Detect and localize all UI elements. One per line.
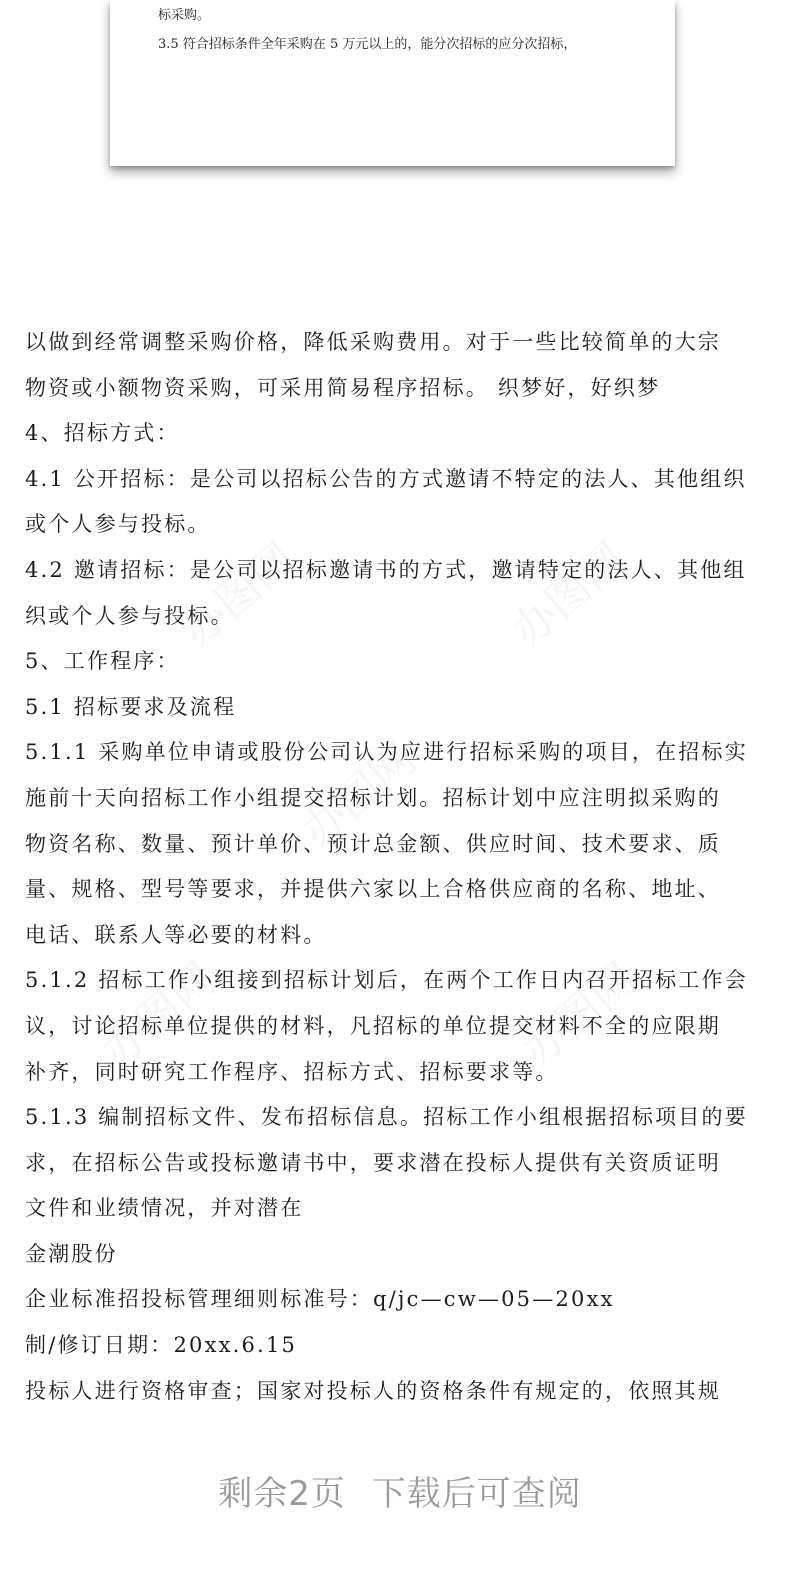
text-line: 以做到经常调整采购价格，降低采购费用。对于一些比较简单的大宗 xyxy=(25,330,721,354)
preview-line: 3.5 符合招标条件全年采购在 5 万元以上的，能分次招标的应分次招标， xyxy=(158,37,577,52)
standard-number: 企业标准招投标管理细则标准号：q/jc—cw—05—20xx xyxy=(25,1287,615,1312)
text-line: 施前十天向招标工作小组提交招标计划。招标计划中应注明拟采购的 xyxy=(25,785,721,810)
document-preview-card xyxy=(110,0,675,166)
text-line: 电话、联系人等必要的材料。 xyxy=(25,922,327,947)
text-line: 5.1.2 招标工作小组接到招标计划后，在两个工作日内召开招标工作会 xyxy=(25,968,748,993)
remaining-pages-note[interactable]: 剩余2页 下载后可查阅 xyxy=(218,1474,582,1514)
text-line: 求，在招标公告或投标邀请书中，要求潜在投标人提供有关资质证明 xyxy=(25,1150,721,1175)
document-body xyxy=(25,320,775,1414)
text-line: 量、规格、型号等要求，并提供六家以上合格供应商的名称、地址、 xyxy=(25,877,721,902)
section-heading: 4、招标方式： xyxy=(25,421,180,446)
text-line: 议，讨论招标单位提供的材料，凡招标的单位提交材料不全的应限期 xyxy=(25,1013,721,1038)
revision-date: 制/修订日期：20xx.6.15 xyxy=(25,1333,298,1358)
text-line: 物资或小额物资采购，可采用简易程序招标。 织梦好，好织梦 xyxy=(25,375,661,400)
text-line: 5.1.3 编制招标文件、发布招标信息。招标工作小组根据招标项目的要 xyxy=(25,1105,748,1130)
text-line: 织或个人参与投标。 xyxy=(25,603,234,628)
text-line: 物资名称、数量、预计单价、预计总金额、供应时间、技术要求、质 xyxy=(25,831,721,856)
text-line: 或个人参与投标。 xyxy=(25,512,211,537)
text-line: 4.2 邀请招标：是公司以招标邀请书的方式，邀请特定的法人、其他组 xyxy=(25,557,747,582)
section-heading: 5、工作程序： xyxy=(25,649,180,674)
company-name: 金潮股份 xyxy=(25,1241,118,1266)
text-line: 5.1.1 采购单位申请或股份公司认为应进行招标采购的项目，在招标实 xyxy=(25,740,748,765)
text-line: 投标人进行资格审查；国家对投标人的资格条件有规定的，依照其规 xyxy=(25,1378,721,1403)
subsection-heading: 5.1 招标要求及流程 xyxy=(25,694,237,719)
text-line: 补齐，同时研究工作程序、招标方式、招标要求等。 xyxy=(25,1059,559,1084)
preview-line: 标采购。 xyxy=(158,8,211,23)
text-line: 文件和业绩情况，并对潜在 xyxy=(25,1196,304,1221)
text-line: 4.1 公开招标：是公司以招标公告的方式邀请不特定的法人、其他组织 xyxy=(25,466,747,491)
